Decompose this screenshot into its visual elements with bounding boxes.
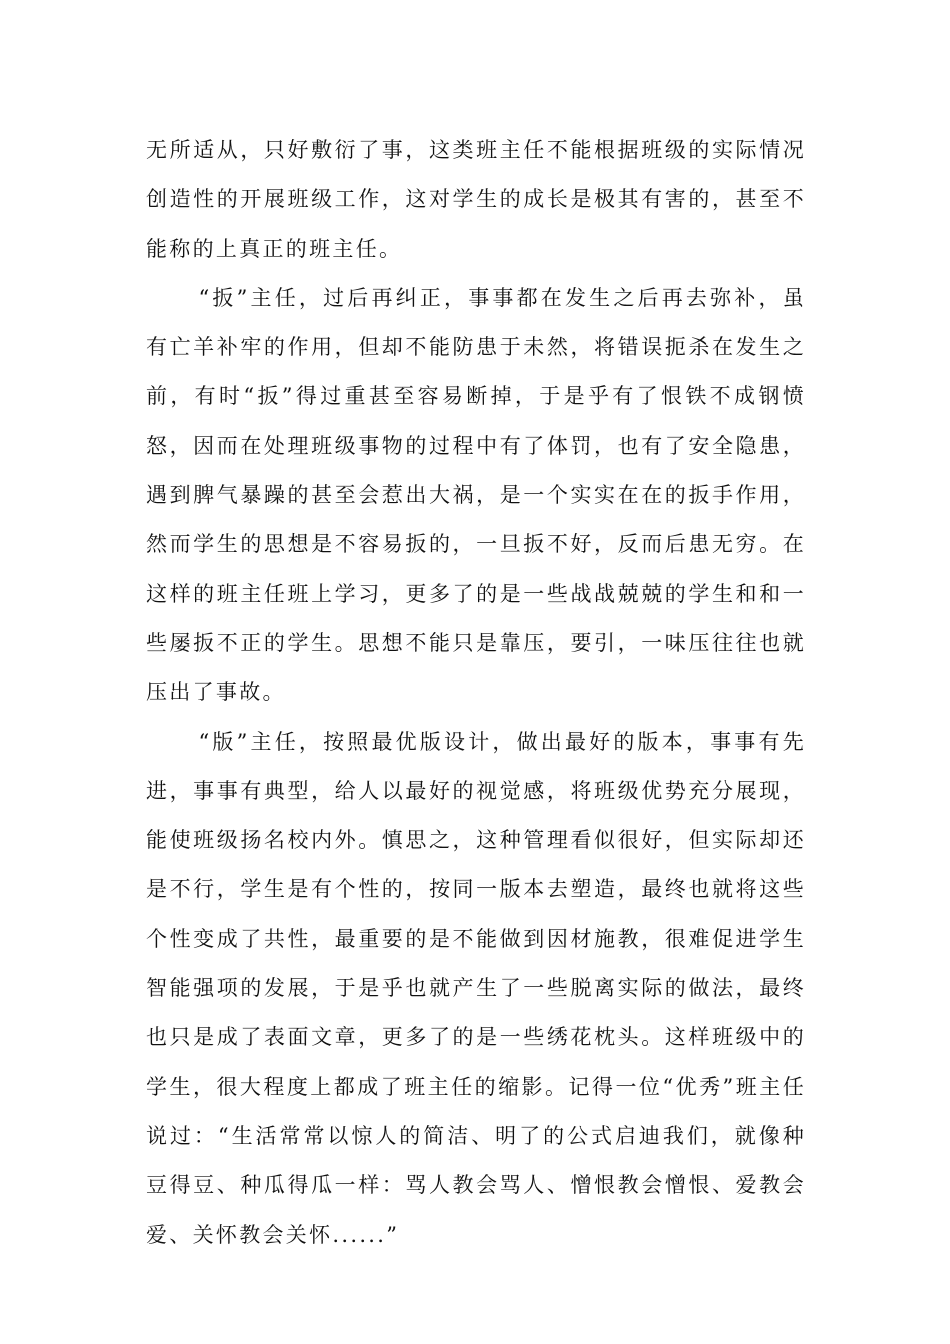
paragraph-3: “版”主任，按照最优版设计，做出最好的版本，事事有先进，事事有典型，给人以最好的视觉感，将班级优势充分展现，能使班级扬名校内外。慎思之，这种管理看似很好，但实际却还是不行，学生是有个性的，按同一版本去塑造，最终也就将这些个性变成了共性，最重要的是不能做到因材施教，很难促进学生智能强项的发展，于是乎也就产生了一些脱离实际的做法，最终也只是成了表面文章，更多了的是一些绣花枕头。这样班级中的学生，很大程度上都成了班主任的缩影。记得一位“优秀”班主任说过：“生活常常以惊人的简洁、明了的公式启迪我们，就像种豆得豆、种瓜得瓜一样：骂人教会骂人、憎恨教会憎恨、爱教会爱、关怀教会关怀......” (146, 729, 806, 1247)
paragraph-2: “扳”主任，过后再纠正，事事都在发生之后再去弥补，虽有亡羊补牢的作用，但却不能防患于未然，将错误扼杀在发生之前，有时“扳”得过重甚至容易断掉，于是乎有了恨铁不成钢愤怒，因而在处理班级事物的过程中有了体罚，也有了安全隐患，遇到脾气暴躁的甚至会惹出大祸，是一个实实在在的扳手作用，然而学生的思想是不容易扳的，一旦扳不好，反而后患无穷。在这样的班主任班上学习，更多了的是一些战战兢兢的学生和和一些屡扳不正的学生。思想不能只是靠压，要引，一味压往往也就压出了事故。 (146, 285, 806, 705)
document-body (146, 126, 806, 1260)
paragraph-1: 无所适从，只好敷衍了事，这类班主任不能根据班级的实际情况创造性的开展班级工作，这对学生的成长是极其有害的，甚至不能称的上真正的班主任。 (146, 138, 806, 261)
